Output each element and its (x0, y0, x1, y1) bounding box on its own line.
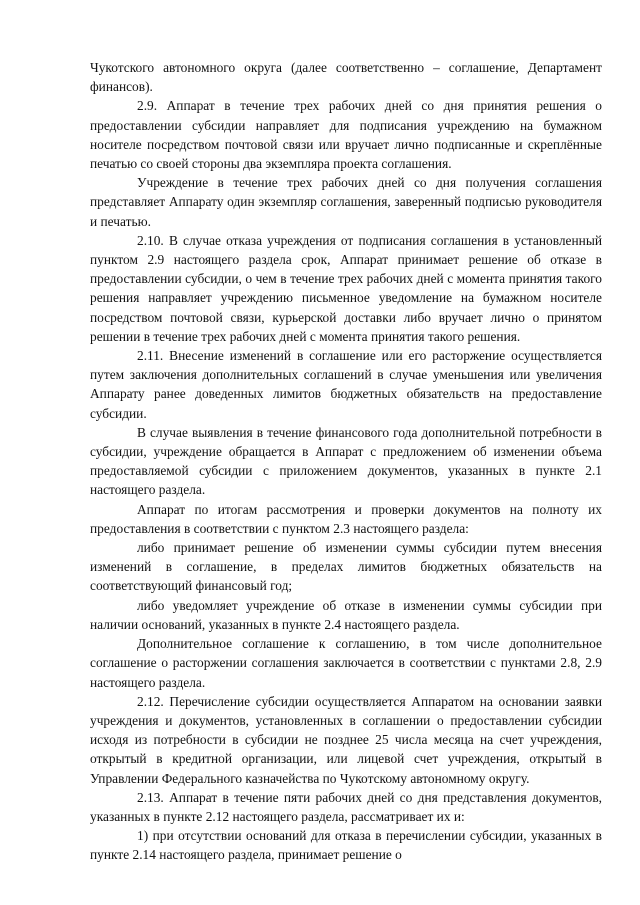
paragraph-2-10: 2.10. В случае отказа учреждения от подписания соглашения в установленный пунктом 2.9 настоящего раздела срок, Аппарат принимает решение об отказе в предоставлении субсидии, о чем в течение трех рабочих дней с момента принятия такого решения направляет учреждению письменное уведомление на бумажном носителе посредством почтовой связи, курьерской доставки либо вручает лично о принятом решении в течение трех рабочих дней с момента принятия такого решения. (90, 232, 602, 344)
paragraph-2-11-option-refuse: либо уведомляет учреждение об отказе в изменении суммы субсидии при наличии оснований, указанных в пункте 2.4 настоящего раздела. (90, 597, 602, 632)
paragraph-2-11-review: Аппарат по итогам рассмотрения и проверки документов на полноту их предоставления в соответствии с пунктом 2.3 настоящего раздела: (90, 501, 602, 536)
paragraph-2-11-option-accept: либо принимает решение об изменении суммы субсидии путем внесения изменений в соглашение, в пределах лимитов бюджетных обязательств на соответствующий финансовый год; (90, 540, 602, 594)
paragraph-1: Чукотского автономного округа (далее соответственно – соглашение, Департамент финансов). (90, 60, 602, 95)
paragraph-2-13: 2.13. Аппарат в течение пяти рабочих дней со дня представления документов, указанных в пункте 2.12 настоящего раздела, рассматривает их и: (90, 789, 602, 824)
document-body (90, 58, 602, 865)
paragraph-2-9-receipt: Учреждение в течение трех рабочих дней со дня получения соглашения представляет Аппарату один экземпляр соглашения, заверенный подписью руководителя и печатью. (90, 175, 602, 229)
paragraph-2-11-additional-agreement: Дополнительное соглашение к соглашению, в том числе дополнительное соглашение о расторжении соглашения заключается в соответствии с пунктами 2.8, 2.9 настоящего раздела. (90, 636, 602, 690)
paragraph-2-13-item-1: 1) при отсутствии оснований для отказа в перечислении субсидии, указанных в пункте 2.14 настоящего раздела, принимает решение о (90, 828, 602, 863)
paragraph-2-11-additional-need: В случае выявления в течение финансового года дополнительной потребности в субсидии, учреждение обращается в Аппарат с предложением об изменении объема предоставляемой субсидии с приложением документов, указанных в пункте 2.1 настоящего раздела. (90, 424, 602, 498)
paragraph-2-12: 2.12. Перечисление субсидии осуществляется Аппаратом на основании заявки учреждения и документов, установленных в соглашении о предоставлении субсидии исходя из потребности в субсидии не позднее 25 числа месяца на счет учреждения, открытый в кредитной организации, или лицевой счет учреждения, открытый в Управлении Федерального казначейства по Чукотскому автономному округу. (90, 693, 602, 786)
paragraph-2-9: 2.9. Аппарат в течение трех рабочих дней со дня принятия решения о предоставлении субсидии направляет для подписания учреждению на бумажном носителе посредством почтовой связи или вручает лично подписанные и скреплённые печатью со своей стороны два экземпляра проекта соглашения. (90, 98, 602, 172)
paragraph-2-11: 2.11. Внесение изменений в соглашение или его расторжение осуществляется путем заключения дополнительных соглашений в случае уменьшения или увеличения Аппарату ранее доведенных лимитов бюджетных обязательств на предоставление субсидии. (90, 348, 602, 421)
